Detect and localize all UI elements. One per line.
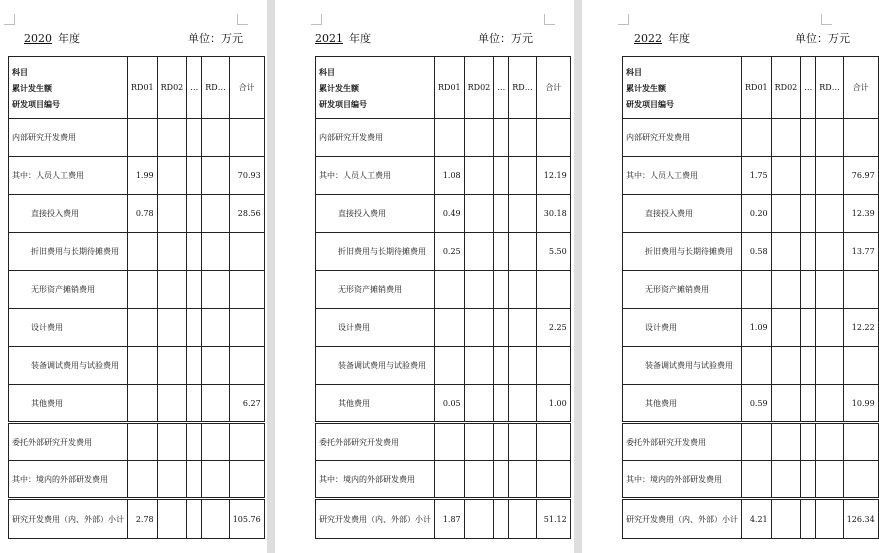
total-value: 12.39 bbox=[843, 195, 878, 233]
empty-cell bbox=[464, 157, 494, 195]
table-row bbox=[9, 347, 265, 385]
empty-cell bbox=[801, 385, 816, 423]
total-value: 1.00 bbox=[536, 385, 570, 423]
empty-cell bbox=[464, 119, 494, 157]
empty-cell bbox=[202, 271, 229, 309]
table-row bbox=[316, 233, 571, 271]
empty-cell bbox=[816, 233, 843, 271]
total-value bbox=[536, 461, 570, 499]
empty-cell bbox=[816, 347, 843, 385]
header-col3: … bbox=[187, 57, 202, 119]
crop-mark-top-left bbox=[4, 14, 15, 25]
rd01-value: 1.99 bbox=[128, 157, 158, 195]
unit-label: 单位：万元 bbox=[188, 32, 243, 45]
empty-cell bbox=[509, 233, 536, 271]
table-row bbox=[623, 157, 879, 195]
total-value: 13.77 bbox=[843, 233, 878, 271]
year-value: 2020 bbox=[24, 32, 52, 45]
row-label: 无形资产摊销费用 bbox=[316, 271, 435, 309]
empty-cell bbox=[801, 347, 816, 385]
empty-cell bbox=[801, 309, 816, 347]
empty-cell bbox=[494, 499, 509, 539]
row-label: 研究开发费用（内、外部）小计 bbox=[623, 499, 742, 539]
empty-cell bbox=[157, 499, 187, 539]
empty-cell bbox=[771, 385, 801, 423]
empty-cell bbox=[464, 233, 494, 271]
empty-cell bbox=[816, 461, 843, 499]
total-value bbox=[843, 423, 878, 461]
table-header-row bbox=[623, 57, 879, 119]
total-value bbox=[229, 119, 264, 157]
row-label: 无形资产摊销费用 bbox=[9, 271, 128, 309]
row-label: 委托外部研究开发费用 bbox=[316, 423, 435, 461]
total-value bbox=[229, 233, 264, 271]
row-label: 委托外部研究开发费用 bbox=[623, 423, 742, 461]
empty-cell bbox=[801, 157, 816, 195]
table-row bbox=[623, 233, 879, 271]
row-label: 直接投入费用 bbox=[316, 195, 435, 233]
row-label: 委托外部研究开发费用 bbox=[9, 423, 128, 461]
header-line3: 研发项目编号 bbox=[12, 98, 60, 109]
row-label: 其中：境内的外部研发费用 bbox=[623, 461, 742, 499]
rd01-value bbox=[128, 423, 158, 461]
empty-cell bbox=[464, 347, 494, 385]
header-line3: 研发项目编号 bbox=[626, 98, 674, 109]
rd01-value bbox=[435, 271, 465, 309]
total-value bbox=[229, 271, 264, 309]
empty-cell bbox=[816, 271, 843, 309]
table-row bbox=[316, 309, 571, 347]
total-value: 76.97 bbox=[843, 157, 878, 195]
empty-cell bbox=[771, 461, 801, 499]
rd01-value bbox=[128, 385, 158, 423]
empty-cell bbox=[157, 423, 187, 461]
rd01-value bbox=[435, 119, 465, 157]
empty-cell bbox=[464, 271, 494, 309]
year-value: 2021 bbox=[315, 32, 343, 45]
empty-cell bbox=[771, 119, 801, 157]
row-label: 其中：境内的外部研发费用 bbox=[9, 461, 128, 499]
total-value: 10.99 bbox=[843, 385, 878, 423]
total-value bbox=[536, 423, 570, 461]
header-col1: RD01 bbox=[435, 57, 465, 119]
empty-cell bbox=[202, 423, 229, 461]
total-value: 28.56 bbox=[229, 195, 264, 233]
header-col3: … bbox=[494, 57, 509, 119]
empty-cell bbox=[801, 423, 816, 461]
empty-cell bbox=[509, 157, 536, 195]
total-value bbox=[229, 461, 264, 499]
total-value bbox=[536, 119, 570, 157]
empty-cell bbox=[509, 423, 536, 461]
row-label: 研究开发费用（内、外部）小计 bbox=[9, 499, 128, 539]
empty-cell bbox=[494, 385, 509, 423]
table-row bbox=[9, 119, 265, 157]
empty-cell bbox=[202, 233, 229, 271]
document-page-3 bbox=[582, 0, 875, 553]
empty-cell bbox=[771, 195, 801, 233]
year-heading bbox=[634, 30, 690, 46]
empty-cell bbox=[771, 157, 801, 195]
total-value bbox=[843, 119, 878, 157]
empty-cell bbox=[202, 347, 229, 385]
table-row bbox=[623, 119, 879, 157]
row-label: 直接投入费用 bbox=[9, 195, 128, 233]
table-header-row bbox=[316, 57, 571, 119]
crop-mark-top-left bbox=[311, 14, 322, 25]
row-label: 折旧费用与长期待摊费用 bbox=[316, 233, 435, 271]
total-value: 12.22 bbox=[843, 309, 878, 347]
rd-expense-table bbox=[315, 56, 571, 539]
table-row bbox=[316, 499, 571, 539]
row-label: 其中：人员人工费用 bbox=[316, 157, 435, 195]
header-col3: … bbox=[801, 57, 816, 119]
empty-cell bbox=[187, 461, 202, 499]
header-line2: 累计发生额 bbox=[626, 82, 666, 93]
crop-mark-top-right bbox=[821, 14, 832, 25]
empty-cell bbox=[202, 499, 229, 539]
empty-cell bbox=[771, 347, 801, 385]
rd01-value bbox=[128, 119, 158, 157]
table-row bbox=[316, 423, 571, 461]
empty-cell bbox=[816, 499, 843, 539]
empty-cell bbox=[157, 119, 187, 157]
empty-cell bbox=[801, 461, 816, 499]
empty-cell bbox=[816, 309, 843, 347]
rd01-value: 1.09 bbox=[742, 309, 772, 347]
table-row bbox=[9, 461, 265, 499]
total-value bbox=[843, 271, 878, 309]
empty-cell bbox=[157, 271, 187, 309]
empty-cell bbox=[202, 119, 229, 157]
row-label: 内部研究开发费用 bbox=[9, 119, 128, 157]
rd01-value bbox=[742, 347, 772, 385]
empty-cell bbox=[202, 195, 229, 233]
empty-cell bbox=[157, 347, 187, 385]
row-label: 其中：人员人工费用 bbox=[9, 157, 128, 195]
row-label: 其中：境内的外部研发费用 bbox=[316, 461, 435, 499]
total-value: 12.19 bbox=[536, 157, 570, 195]
empty-cell bbox=[202, 385, 229, 423]
rd01-value: 0.58 bbox=[742, 233, 772, 271]
row-label: 装备调试费用与试验费用 bbox=[316, 347, 435, 385]
rd01-value bbox=[435, 461, 465, 499]
rd01-value bbox=[742, 423, 772, 461]
table-row bbox=[316, 119, 571, 157]
total-value bbox=[536, 347, 570, 385]
row-label: 直接投入费用 bbox=[623, 195, 742, 233]
empty-cell bbox=[187, 119, 202, 157]
year-suffix: 年度 bbox=[349, 32, 371, 45]
empty-cell bbox=[771, 309, 801, 347]
row-label: 设计费用 bbox=[9, 309, 128, 347]
rd01-value: 0.78 bbox=[128, 195, 158, 233]
empty-cell bbox=[157, 195, 187, 233]
year-suffix: 年度 bbox=[668, 32, 690, 45]
total-value bbox=[229, 309, 264, 347]
empty-cell bbox=[509, 195, 536, 233]
row-label: 折旧费用与长期待摊费用 bbox=[623, 233, 742, 271]
table-row bbox=[9, 309, 265, 347]
row-label: 折旧费用与长期待摊费用 bbox=[9, 233, 128, 271]
header-line3: 研发项目编号 bbox=[319, 98, 367, 109]
rd01-value bbox=[128, 461, 158, 499]
header-col1: RD01 bbox=[128, 57, 158, 119]
empty-cell bbox=[464, 309, 494, 347]
table-row bbox=[316, 385, 571, 423]
empty-cell bbox=[187, 233, 202, 271]
rd01-value bbox=[435, 347, 465, 385]
empty-cell bbox=[187, 271, 202, 309]
empty-cell bbox=[464, 499, 494, 539]
year-heading bbox=[315, 30, 371, 46]
empty-cell bbox=[187, 423, 202, 461]
year-heading bbox=[24, 30, 80, 46]
empty-cell bbox=[187, 385, 202, 423]
total-value: 30.18 bbox=[536, 195, 570, 233]
total-value: 70.93 bbox=[229, 157, 264, 195]
header-col4: RD… bbox=[509, 57, 536, 119]
rd01-value: 1.87 bbox=[435, 499, 465, 539]
crop-mark-top-right bbox=[544, 14, 555, 25]
empty-cell bbox=[801, 233, 816, 271]
row-label: 内部研究开发费用 bbox=[623, 119, 742, 157]
total-value bbox=[229, 423, 264, 461]
header-subject-cell bbox=[316, 57, 435, 119]
row-label: 无形资产摊销费用 bbox=[623, 271, 742, 309]
rd01-value: 1.75 bbox=[742, 157, 772, 195]
empty-cell bbox=[801, 271, 816, 309]
rd01-value: 2.78 bbox=[128, 499, 158, 539]
row-label: 研究开发费用（内、外部）小计 bbox=[316, 499, 435, 539]
header-line2: 累计发生额 bbox=[12, 82, 52, 93]
header-col2: RD02 bbox=[771, 57, 801, 119]
rd01-value: 0.25 bbox=[435, 233, 465, 271]
empty-cell bbox=[509, 499, 536, 539]
empty-cell bbox=[464, 461, 494, 499]
empty-cell bbox=[509, 385, 536, 423]
empty-cell bbox=[509, 271, 536, 309]
rd01-value: 0.49 bbox=[435, 195, 465, 233]
empty-cell bbox=[464, 195, 494, 233]
table-row bbox=[316, 195, 571, 233]
header-line2: 累计发生额 bbox=[319, 82, 359, 93]
empty-cell bbox=[801, 499, 816, 539]
empty-cell bbox=[816, 385, 843, 423]
empty-cell bbox=[157, 385, 187, 423]
rd01-value: 1.08 bbox=[435, 157, 465, 195]
rd01-value bbox=[128, 347, 158, 385]
header-line1: 科目 bbox=[626, 66, 642, 77]
table-row bbox=[316, 157, 571, 195]
header-line1: 科目 bbox=[12, 66, 28, 77]
table-row bbox=[9, 195, 265, 233]
rd01-value bbox=[742, 271, 772, 309]
empty-cell bbox=[494, 309, 509, 347]
empty-cell bbox=[494, 119, 509, 157]
empty-cell bbox=[509, 461, 536, 499]
header-subject-cell bbox=[623, 57, 742, 119]
rd01-value: 0.05 bbox=[435, 385, 465, 423]
empty-cell bbox=[816, 119, 843, 157]
table-row bbox=[316, 271, 571, 309]
empty-cell bbox=[801, 119, 816, 157]
total-value: 105.76 bbox=[229, 499, 264, 539]
empty-cell bbox=[771, 233, 801, 271]
empty-cell bbox=[187, 347, 202, 385]
total-value bbox=[229, 347, 264, 385]
table-row bbox=[9, 499, 265, 539]
header-col5: 合计 bbox=[536, 57, 570, 119]
row-label: 内部研究开发费用 bbox=[316, 119, 435, 157]
table-row bbox=[623, 347, 879, 385]
empty-cell bbox=[509, 119, 536, 157]
header-col1: RD01 bbox=[742, 57, 772, 119]
rd01-value bbox=[128, 233, 158, 271]
empty-cell bbox=[202, 309, 229, 347]
table-row bbox=[623, 195, 879, 233]
total-value bbox=[843, 347, 878, 385]
empty-cell bbox=[816, 423, 843, 461]
table-row bbox=[9, 385, 265, 423]
total-value: 51.12 bbox=[536, 499, 570, 539]
table-row bbox=[623, 461, 879, 499]
empty-cell bbox=[464, 385, 494, 423]
empty-cell bbox=[771, 423, 801, 461]
table-header-row bbox=[9, 57, 265, 119]
rd01-value: 4.21 bbox=[742, 499, 772, 539]
empty-cell bbox=[187, 309, 202, 347]
empty-cell bbox=[771, 271, 801, 309]
empty-cell bbox=[157, 233, 187, 271]
table-row bbox=[316, 347, 571, 385]
empty-cell bbox=[816, 195, 843, 233]
empty-cell bbox=[157, 157, 187, 195]
row-label: 其他费用 bbox=[623, 385, 742, 423]
empty-cell bbox=[157, 309, 187, 347]
empty-cell bbox=[187, 157, 202, 195]
row-label: 其他费用 bbox=[316, 385, 435, 423]
rd-expense-table bbox=[622, 56, 879, 539]
table-row bbox=[623, 309, 879, 347]
header-subject-cell bbox=[9, 57, 128, 119]
rd-expense-table bbox=[8, 56, 265, 539]
rd01-value: 0.20 bbox=[742, 195, 772, 233]
empty-cell bbox=[494, 195, 509, 233]
header-col4: RD… bbox=[202, 57, 229, 119]
year-value: 2022 bbox=[634, 32, 662, 45]
total-value: 5.50 bbox=[536, 233, 570, 271]
table-row bbox=[9, 233, 265, 271]
empty-cell bbox=[494, 461, 509, 499]
row-label: 设计费用 bbox=[623, 309, 742, 347]
table-row bbox=[623, 385, 879, 423]
row-label: 装备调试费用与试验费用 bbox=[9, 347, 128, 385]
empty-cell bbox=[494, 233, 509, 271]
header-col5: 合计 bbox=[843, 57, 878, 119]
rd01-value bbox=[435, 423, 465, 461]
crop-mark-top-right bbox=[237, 14, 248, 25]
empty-cell bbox=[202, 157, 229, 195]
page-gutter-1 bbox=[267, 0, 275, 553]
header-line1: 科目 bbox=[319, 66, 335, 77]
table-row bbox=[623, 499, 879, 539]
total-value: 2.25 bbox=[536, 309, 570, 347]
empty-cell bbox=[494, 271, 509, 309]
unit-label: 单位：万元 bbox=[795, 32, 850, 45]
empty-cell bbox=[494, 157, 509, 195]
row-label: 其他费用 bbox=[9, 385, 128, 423]
empty-cell bbox=[801, 195, 816, 233]
rd01-value bbox=[128, 309, 158, 347]
rd01-value bbox=[742, 461, 772, 499]
total-value: 126.34 bbox=[843, 499, 878, 539]
total-value bbox=[536, 271, 570, 309]
empty-cell bbox=[187, 499, 202, 539]
row-label: 其中：人员人工费用 bbox=[623, 157, 742, 195]
header-col2: RD02 bbox=[157, 57, 187, 119]
empty-cell bbox=[202, 461, 229, 499]
empty-cell bbox=[509, 347, 536, 385]
empty-cell bbox=[771, 499, 801, 539]
table-row bbox=[9, 423, 265, 461]
table-row bbox=[9, 271, 265, 309]
rd01-value: 0.59 bbox=[742, 385, 772, 423]
table-row bbox=[9, 157, 265, 195]
table-row bbox=[316, 461, 571, 499]
table-row bbox=[623, 271, 879, 309]
document-page-1 bbox=[0, 0, 267, 553]
table-row bbox=[623, 423, 879, 461]
rd01-value bbox=[742, 119, 772, 157]
empty-cell bbox=[464, 423, 494, 461]
header-col5: 合计 bbox=[229, 57, 264, 119]
total-value bbox=[843, 461, 878, 499]
total-value: 6.27 bbox=[229, 385, 264, 423]
page-gutter-2 bbox=[574, 0, 582, 553]
crop-mark-top-left bbox=[618, 14, 629, 25]
empty-cell bbox=[494, 347, 509, 385]
rd01-value bbox=[128, 271, 158, 309]
unit-label: 单位：万元 bbox=[478, 32, 533, 45]
rd01-value bbox=[435, 309, 465, 347]
empty-cell bbox=[494, 423, 509, 461]
row-label: 设计费用 bbox=[316, 309, 435, 347]
header-col2: RD02 bbox=[464, 57, 494, 119]
year-suffix: 年度 bbox=[58, 32, 80, 45]
document-page-2 bbox=[275, 0, 574, 553]
header-col4: RD… bbox=[816, 57, 843, 119]
empty-cell bbox=[157, 461, 187, 499]
empty-cell bbox=[816, 157, 843, 195]
row-label: 装备调试费用与试验费用 bbox=[623, 347, 742, 385]
empty-cell bbox=[187, 195, 202, 233]
empty-cell bbox=[509, 309, 536, 347]
